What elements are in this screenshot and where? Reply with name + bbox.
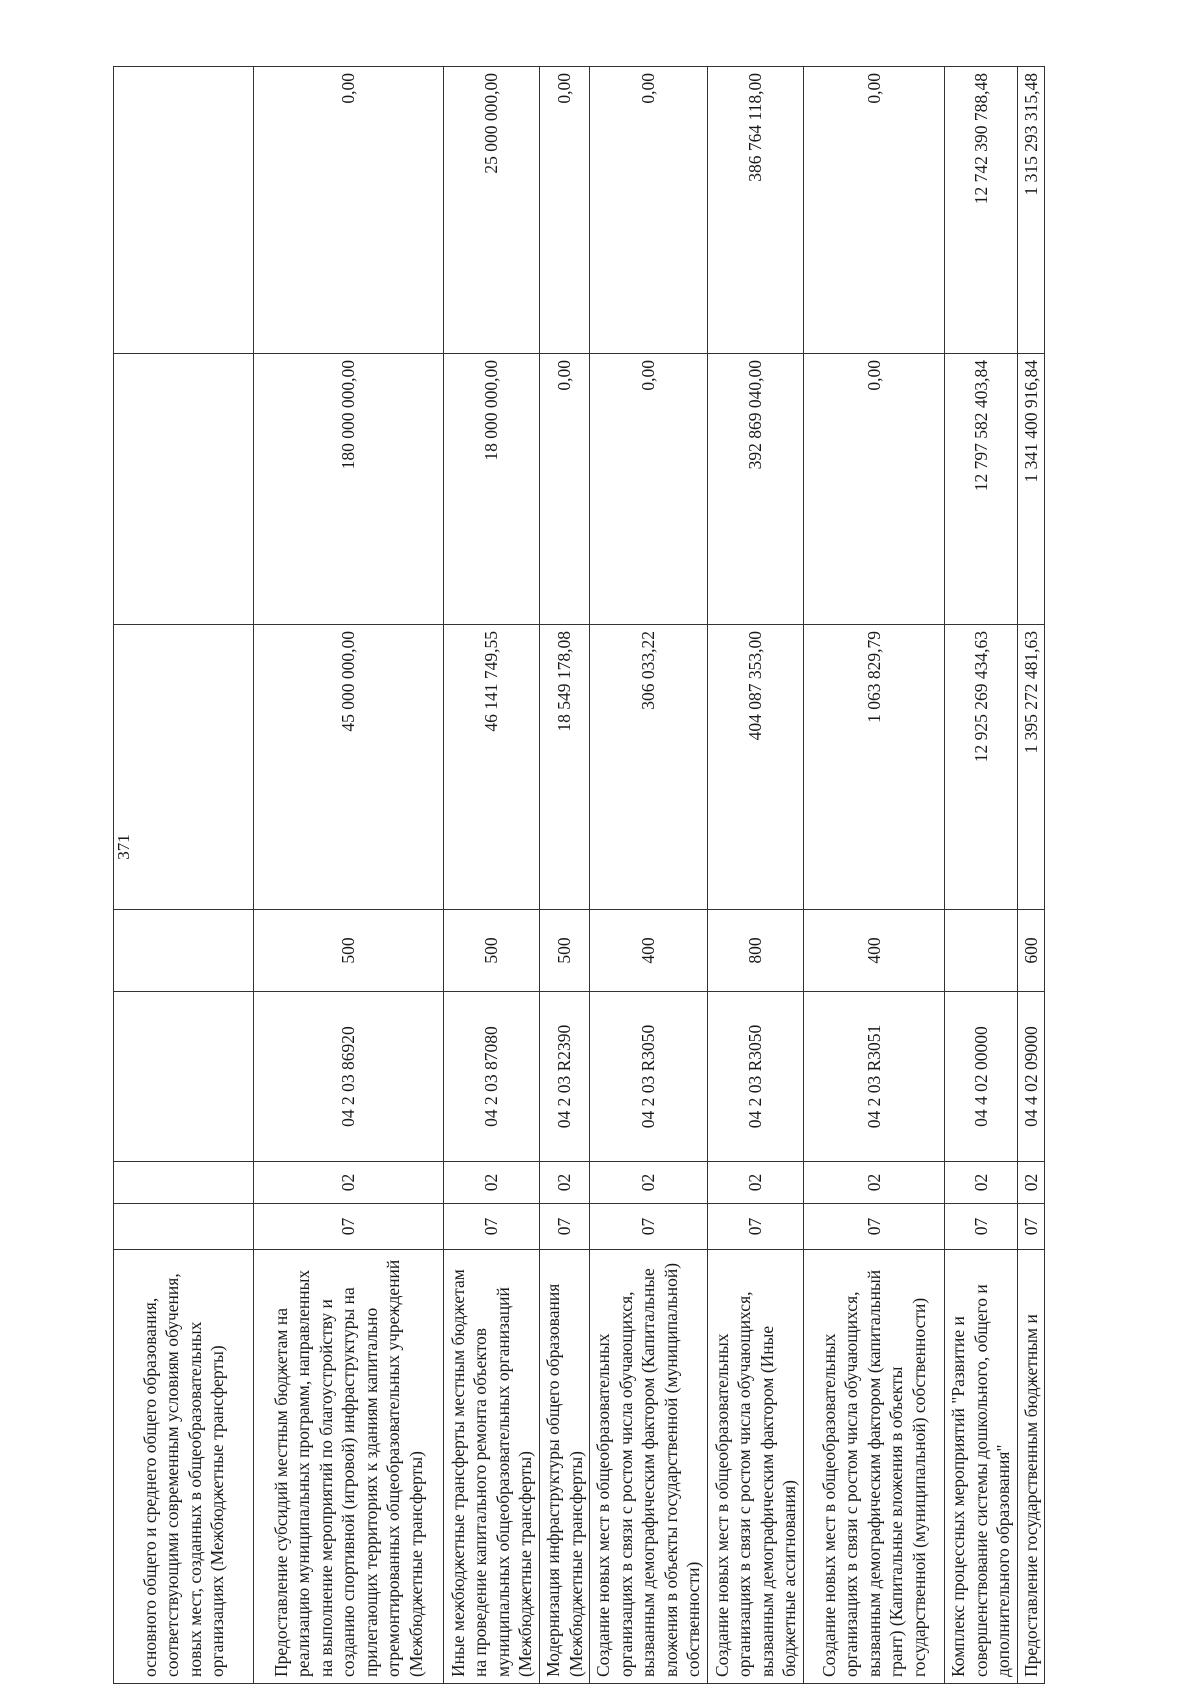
amount-year-1: 404 087 353,00	[708, 625, 804, 910]
amount-year-1: 18 549 178,08	[540, 625, 590, 910]
table-row	[1017, 67, 1045, 1684]
section-code: 07	[804, 1204, 945, 1250]
expense-type-code	[114, 910, 254, 992]
amount-year-2: 0,00	[590, 354, 708, 625]
row-description: Иные межбюджетные трансферты местным бюджетам на проведение капитального ремонта объектов муниципальных общеобразовательных организаций (Межбюджетные трансферты)	[444, 1250, 540, 1684]
row-description: Комплекс процессных мероприятий "Развитие и совершенствование системы дошкольного, общего и дополнительного образования"	[945, 1250, 1018, 1684]
section-code: 07	[1017, 1204, 1045, 1250]
section-code: 07	[708, 1204, 804, 1250]
amount-year-1: 45 000 000,00	[254, 625, 444, 910]
target-article-code: 04 2 03 87080	[444, 992, 540, 1162]
amount-year-1	[114, 625, 254, 910]
amount-year-1: 1 063 829,79	[804, 625, 945, 910]
amount-year-2: 12 797 582 403,84	[945, 354, 1018, 625]
section-code: 07	[590, 1204, 708, 1250]
amount-year-2: 0,00	[540, 354, 590, 625]
amount-year-3: 386 764 118,00	[708, 67, 804, 354]
amount-year-3: 1 315 293 315,48	[1017, 67, 1045, 354]
subsection-code: 02	[1017, 1162, 1045, 1204]
row-description: основного общего и среднего общего образования, соответствующими современным условиям обучения, новых мест, созданных в общеобразовательных организациях (Межбюджетные трансферты)	[114, 1250, 254, 1684]
subsection-code: 02	[804, 1162, 945, 1204]
table-row	[945, 67, 1018, 1684]
table-row	[590, 67, 708, 1684]
target-article-code: 04 4 02 00000	[945, 992, 1018, 1162]
row-description: Создание новых мест в общеобразовательных организациях в связи с ростом числа обучающихся, вызванным демографическим фактором (Капитальные вложения в объекты государственной (муниципальной) собственности)	[590, 1250, 708, 1684]
amount-year-3: 12 742 390 788,48	[945, 67, 1018, 354]
budget-table-frame	[113, 67, 1041, 1684]
expense-type-code: 400	[804, 910, 945, 992]
amount-year-2: 1 341 400 916,84	[1017, 354, 1045, 625]
amount-year-3: 0,00	[804, 67, 945, 354]
expense-type-code: 500	[254, 910, 444, 992]
table-row	[540, 67, 590, 1684]
page-number: 371	[114, 834, 133, 860]
expense-type-code: 600	[1017, 910, 1045, 992]
amount-year-3: 0,00	[540, 67, 590, 354]
target-article-code: 04 2 03 86920	[254, 992, 444, 1162]
table-row	[254, 67, 444, 1684]
table-row	[708, 67, 804, 1684]
target-article-code: 04 4 02 09000	[1017, 992, 1045, 1162]
section-code: 07	[444, 1204, 540, 1250]
expense-type-code	[945, 910, 1018, 992]
subsection-code	[114, 1162, 254, 1204]
row-description: Предоставление субсидий местным бюджетам на реализацию муниципальных программ, направленных на выполнение мероприятий по благоустройству и созданию спортивной (игровой) инфраструктуры на прилегающих территориях к зданиям капитально отремонтированных общеобразовательных учреждений (Межбюджетные трансферты)	[254, 1250, 444, 1684]
expense-type-code: 800	[708, 910, 804, 992]
amount-year-2: 0,00	[804, 354, 945, 625]
subsection-code: 02	[444, 1162, 540, 1204]
amount-year-3	[114, 67, 254, 354]
row-description: Создание новых мест в общеобразовательных организациях в связи с ростом числа обучающихся, вызванным демографическим фактором (Иные бюджетные ассигнования)	[708, 1250, 804, 1684]
row-description: Создание новых мест в общеобразовательных организациях в связи с ростом числа обучающихся, вызванным демографическим фактором (капитальный грант) (Капитальные вложения в объекты государственной (муниципальной) собственности)	[804, 1250, 945, 1684]
target-article-code: 04 2 03 R3051	[804, 992, 945, 1162]
table-row	[804, 67, 945, 1684]
amount-year-2	[114, 354, 254, 625]
subsection-code: 02	[254, 1162, 444, 1204]
amount-year-1: 306 033,22	[590, 625, 708, 910]
amount-year-1: 46 141 749,55	[444, 625, 540, 910]
table-row	[114, 67, 254, 1684]
section-code	[114, 1204, 254, 1250]
row-description: Предоставление государственным бюджетным и	[1017, 1250, 1045, 1684]
subsection-code: 02	[708, 1162, 804, 1204]
target-article-code	[114, 992, 254, 1162]
expense-type-code: 500	[540, 910, 590, 992]
target-article-code: 04 2 03 R3050	[708, 992, 804, 1162]
expense-type-code: 500	[444, 910, 540, 992]
amount-year-3: 25 000 000,00	[444, 67, 540, 354]
amount-year-1: 12 925 269 434,63	[945, 625, 1018, 910]
section-code: 07	[945, 1204, 1018, 1250]
amount-year-1: 1 395 272 481,63	[1017, 625, 1045, 910]
subsection-code: 02	[590, 1162, 708, 1204]
section-code: 07	[254, 1204, 444, 1250]
amount-year-3: 0,00	[254, 67, 444, 354]
budget-table	[113, 66, 1045, 1684]
table-row	[444, 67, 540, 1684]
amount-year-2: 392 869 040,00	[708, 354, 804, 625]
expense-type-code: 400	[590, 910, 708, 992]
amount-year-2: 18 000 000,00	[444, 354, 540, 625]
subsection-code: 02	[540, 1162, 590, 1204]
section-code: 07	[540, 1204, 590, 1250]
amount-year-3: 0,00	[590, 67, 708, 354]
row-description: Модернизация инфраструктуры общего образования (Межбюджетные трансферты)	[540, 1250, 590, 1684]
subsection-code: 02	[945, 1162, 1018, 1204]
target-article-code: 04 2 03 R3050	[590, 992, 708, 1162]
target-article-code: 04 2 03 R2390	[540, 992, 590, 1162]
amount-year-2: 180 000 000,00	[254, 354, 444, 625]
